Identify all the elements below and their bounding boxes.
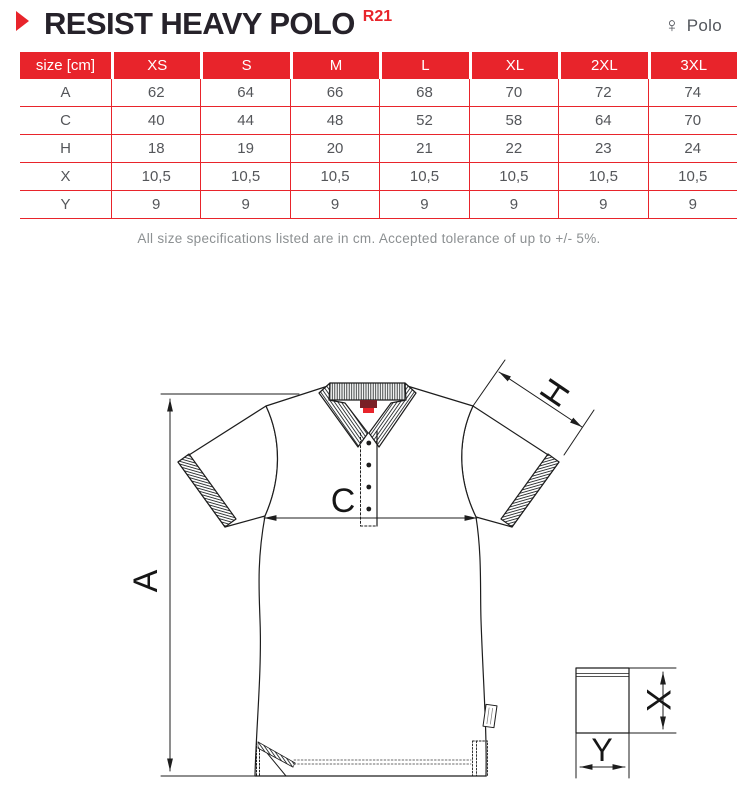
size-value-cell: 68 xyxy=(379,79,468,107)
female-icon: ♀ xyxy=(664,14,680,37)
size-column-header: M xyxy=(290,52,379,79)
page-header xyxy=(16,6,722,39)
dimension-label-x: X xyxy=(639,688,677,712)
size-value-cell: 70 xyxy=(648,107,737,135)
size-value-cell: 48 xyxy=(290,107,379,135)
size-value-cell: 64 xyxy=(200,79,289,107)
size-value-cell: 9 xyxy=(558,191,647,219)
size-table-row xyxy=(20,135,737,163)
size-value-cell: 10,5 xyxy=(648,163,737,191)
size-column-header: S xyxy=(200,52,289,79)
category-label: Polo xyxy=(686,15,722,35)
size-value-cell: 52 xyxy=(379,107,468,135)
size-table xyxy=(20,52,737,219)
tolerance-note: All size specifications listed are in cm. Accepted tolerance of up to +/- 5%. xyxy=(137,231,601,246)
size-value-cell: 19 xyxy=(200,135,289,163)
size-value-cell: 72 xyxy=(558,79,647,107)
size-value-cell: 10,5 xyxy=(558,163,647,191)
size-value-cell: 44 xyxy=(200,107,289,135)
size-table-row xyxy=(20,79,737,107)
measurement-row-label: A xyxy=(20,79,111,107)
gender-category xyxy=(664,15,722,36)
size-table-row xyxy=(20,107,737,135)
size-column-header: 3XL xyxy=(648,52,737,79)
size-table-corner-header: size [cm] xyxy=(20,52,111,79)
size-column-header: 2XL xyxy=(558,52,647,79)
cuff-rectangle xyxy=(576,668,629,733)
size-value-cell: 62 xyxy=(111,79,200,107)
dimension-h-ext-bottom xyxy=(564,410,594,455)
collar-band xyxy=(329,383,406,400)
size-value-cell: 24 xyxy=(648,135,737,163)
size-value-cell: 9 xyxy=(111,191,200,219)
product-title: RESIST HEAVY POLO xyxy=(44,6,355,41)
measurement-row-label: C xyxy=(20,107,111,135)
product-code: R21 xyxy=(362,8,393,25)
size-value-cell: 74 xyxy=(648,79,737,107)
size-table-row xyxy=(20,163,737,191)
size-value-cell: 9 xyxy=(290,191,379,219)
size-value-cell: 58 xyxy=(469,107,558,135)
size-column-header: L xyxy=(379,52,468,79)
dimension-label-h: H xyxy=(531,371,577,413)
size-value-cell: 9 xyxy=(200,191,289,219)
size-value-cell: 21 xyxy=(379,135,468,163)
dimension-label-a: A xyxy=(127,569,165,593)
size-value-cell: 64 xyxy=(558,107,647,135)
size-value-cell: 9 xyxy=(379,191,468,219)
size-value-cell: 66 xyxy=(290,79,379,107)
dimension-h-ext-top xyxy=(473,360,505,406)
size-value-cell: 22 xyxy=(469,135,558,163)
brand-tag xyxy=(483,704,497,727)
measurement-row-label: Y xyxy=(20,191,111,219)
size-column-header: XL xyxy=(469,52,558,79)
polo-drawing xyxy=(0,290,738,807)
dimension-label-y: Y xyxy=(591,732,613,768)
size-value-cell: 10,5 xyxy=(200,163,289,191)
size-value-cell: 10,5 xyxy=(469,163,558,191)
size-value-cell: 10,5 xyxy=(111,163,200,191)
size-value-cell: 20 xyxy=(290,135,379,163)
measurement-row-label: H xyxy=(20,135,111,163)
size-value-cell: 10,5 xyxy=(379,163,468,191)
size-value-cell: 10,5 xyxy=(290,163,379,191)
size-value-cell: 9 xyxy=(648,191,737,219)
size-value-cell: 18 xyxy=(111,135,200,163)
size-value-cell: 23 xyxy=(558,135,647,163)
red-arrow-icon xyxy=(16,11,29,31)
size-value-cell: 40 xyxy=(111,107,200,135)
measurement-row-label: X xyxy=(20,163,111,191)
size-value-cell: 9 xyxy=(469,191,558,219)
size-table-header-row xyxy=(20,52,737,79)
size-column-header: XS xyxy=(111,52,200,79)
size-table-row xyxy=(20,191,737,219)
dimension-label-c: C xyxy=(330,482,356,520)
size-value-cell: 70 xyxy=(469,79,558,107)
